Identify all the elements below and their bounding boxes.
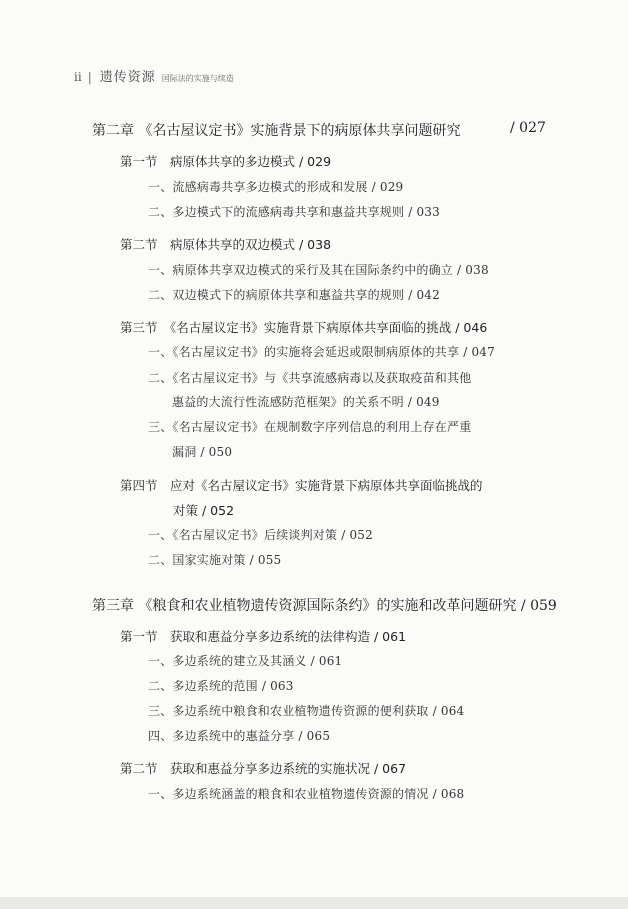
section-title-cont: 对策 / 052 [173, 503, 235, 518]
list-item-cont: 惠益的大流行性流感防范框架》的关系不明 / 049 [172, 395, 440, 409]
list-item: 一、《名古屋议定书》的实施将会延迟或限制病原体的共享 / 047 [148, 345, 495, 359]
list-item: 二、多边模式下的流感病毒共享和惠益共享规则 / 033 [148, 205, 440, 219]
list-item: 一、多边系统的建立及其涵义 / 061 [148, 654, 343, 668]
list-item: 三、《名古屋议定书》在规制数字序列信息的利用上存在严重 [148, 420, 472, 434]
page-number: ii [74, 70, 82, 84]
book-title: 遗传资源 [99, 70, 156, 85]
section-title: 第二节 获取和惠益分享多边系统的实施状况 / 067 [120, 761, 407, 776]
list-item: 一、多边系统涵盖的粮食和农业植物遗传资源的情况 / 068 [148, 787, 465, 801]
section-title: 第四节 应对《名古屋议定书》实施背景下病原体共享面临挑战的 [120, 478, 483, 493]
section-title: 第二节 病原体共享的双边模式 / 038 [120, 237, 332, 252]
list-item-cont: 漏洞 / 050 [172, 445, 233, 459]
list-item: 一、《名古屋议定书》后续谈判对策 / 052 [148, 528, 373, 542]
section-title: 第一节 获取和惠益分享多边系统的法律构造 / 061 [120, 629, 407, 644]
chapter-page: / 027 [510, 120, 546, 136]
header-separator: | [87, 70, 92, 84]
list-item: 二、《名古屋议定书》与《共享流感病毒以及获取疫苗和其他 [148, 371, 472, 385]
list-item: 四、多边系统中的惠益分享 / 065 [148, 729, 331, 743]
chapter-title: 第二章 《名古屋议定书》实施背景下的病原体共享问题研究 [92, 123, 461, 139]
section-title: 第一节 病原体共享的多边模式 / 029 [120, 154, 332, 169]
bottom-margin [0, 897, 628, 909]
list-item: 一、流感病毒共享多边模式的形成和发展 / 029 [148, 180, 404, 194]
section-title: 第三节 《名古屋议定书》实施背景下病原体共享面临的挑战 / 046 [120, 320, 488, 335]
list-item: 二、国家实施对策 / 055 [148, 553, 282, 567]
list-item: 三、多边系统中粮食和农业植物遗传资源的便利获取 / 064 [148, 704, 465, 718]
list-item: 二、双边模式下的病原体共享和惠益共享的规则 / 042 [148, 288, 440, 302]
chapter-title: 第三章 《粮食和农业植物遗传资源国际条约》的实施和改革问题研究 / 059 [92, 598, 557, 614]
list-item: 一、病原体共享双边模式的采行及其在国际条约中的确立 / 038 [148, 263, 489, 277]
book-subtitle: 国际法的实施与续造 [161, 74, 234, 83]
running-header [74, 66, 234, 85]
list-item: 二、多边系统的范围 / 063 [148, 679, 294, 693]
